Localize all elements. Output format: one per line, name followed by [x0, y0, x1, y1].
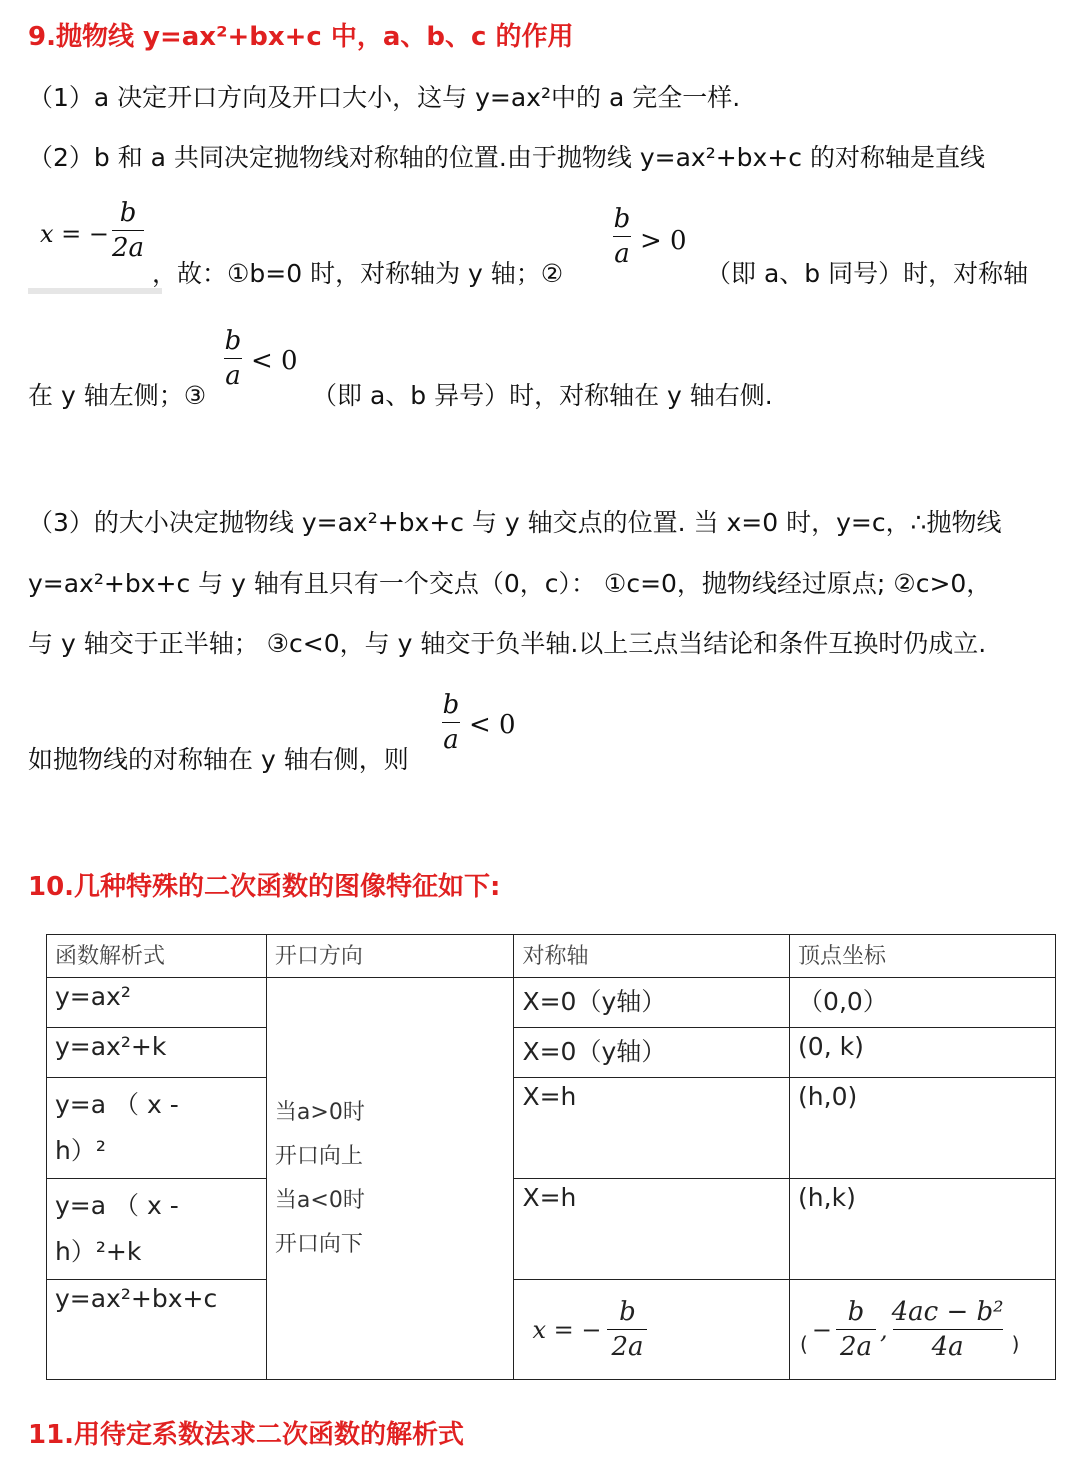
quadratic-features-table [46, 934, 1056, 1380]
fraction-bar [607, 1329, 647, 1330]
section-10-title: 10.几种特殊的二次函数的图像特征如下: [28, 872, 501, 902]
vertex-close-paren: ) [1011, 1332, 1020, 1356]
fraction-denominator: 4a [931, 1332, 964, 1362]
axis-formula-prefix: x = − [40, 220, 110, 248]
fraction-numerator: 4ac − b² [891, 1297, 1004, 1327]
section-9-title: 9.抛物线 y=ax²+bx+c 中，a、b、c 的作用 [28, 22, 574, 52]
fraction-bar [112, 230, 144, 231]
fraction-bar [613, 236, 631, 237]
cell-axis: X=0（y轴） [514, 1028, 790, 1078]
ratio-numerator: b [442, 690, 460, 720]
paragraph-4: 如抛物线的对称轴在 y 轴右侧，则 [28, 745, 409, 774]
paragraph-2b-mid: ，故：①b=0 时，对称轴为 y 轴；② [152, 259, 564, 288]
fraction-bar [442, 722, 460, 723]
fraction-denominator: 2a [839, 1332, 872, 1362]
table-row [47, 1078, 1056, 1179]
fraction-numerator: b [847, 1297, 865, 1327]
paragraph-2c-pre: 在 y 轴左侧；③ [28, 381, 207, 410]
cell-expression [47, 1078, 267, 1179]
paragraph-2a: （2）b 和 a 共同决定抛物线对称轴的位置.由于抛物线 y=ax²+bx+c 的对称轴是直线 [28, 143, 985, 172]
table-header-row [47, 935, 1056, 978]
cell-vertex-formula [790, 1280, 1056, 1380]
cell-expression: y=ax²+bx+c [47, 1280, 267, 1380]
table-row [47, 1028, 1056, 1078]
vertex-minus: − [811, 1315, 832, 1344]
axis-formula-fraction [112, 198, 144, 263]
paragraph-3c: 与 y 轴交于正半轴； ③c<0，与 y 轴交于负半轴.以上三点当结论和条件互换时仍成立. [28, 629, 987, 658]
direction-line-3: 当a<0时 [274, 1187, 365, 1213]
fraction-denominator: 2a [112, 233, 145, 263]
header-direction: 开口方向 [266, 935, 514, 978]
less-than-zero: < 0 [251, 346, 298, 376]
cell-vertex: (h,k) [790, 1179, 1056, 1280]
ratio-b-over-a-2 [224, 326, 242, 391]
direction-line-4: 开口向下 [274, 1231, 363, 1257]
ratio-denominator: a [614, 239, 630, 269]
header-expression: 函数解析式 [47, 935, 267, 978]
cell-axis: X=h [514, 1179, 790, 1280]
less-than-zero-2: < 0 [469, 710, 516, 740]
vertex-comma: , [879, 1315, 888, 1344]
paragraph-3a: （3）的大小决定抛物线 y=ax²+bx+c 与 y 轴交点的位置. 当 x=0 时，y=c，∴抛物线 [28, 508, 1002, 537]
ratio-numerator: b [613, 204, 631, 234]
paragraph-1: （1）a 决定开口方向及开口大小，这与 y=ax²中的 a 完全一样. [28, 83, 741, 112]
direction-line-1: 当a>0时 [274, 1099, 365, 1125]
ratio-b-over-a-1 [613, 204, 631, 269]
fraction-denominator: 2a [611, 1332, 644, 1362]
ratio-denominator: a [443, 725, 459, 755]
fraction-numerator: b [119, 198, 137, 228]
axis-formula-prefix: x = − [532, 1315, 602, 1344]
cell-vertex: （0,0） [790, 978, 1056, 1028]
cell-axis-formula [514, 1280, 790, 1380]
cell-vertex: (h,0) [790, 1078, 1056, 1179]
direction-line-2: 开口向上 [274, 1143, 363, 1169]
cell-expression [47, 1179, 267, 1280]
table-row [47, 1179, 1056, 1280]
axis-formula-box [28, 196, 162, 294]
ratio-b-over-a-3 [442, 690, 460, 755]
axis-formula-fraction [607, 1297, 647, 1362]
vertex-y-fraction [892, 1297, 1004, 1362]
fraction-bar [893, 1329, 1003, 1330]
ratio-denominator: a [225, 361, 241, 391]
greater-than-zero: > 0 [640, 226, 687, 256]
fraction-bar [224, 358, 242, 359]
expression-line-2: h）² [55, 1136, 106, 1165]
table-row [47, 1280, 1056, 1380]
paragraph-2c-post: （即 a、b 异号）时，对称轴在 y 轴右侧. [312, 381, 773, 410]
cell-axis: X=0（y轴） [514, 978, 790, 1028]
expression-line-1: y=a （ x - [55, 1090, 179, 1119]
paragraph-2b-post: （即 a、b 同号）时，对称轴 [706, 259, 1029, 288]
cell-vertex: (0, k) [790, 1028, 1056, 1078]
table-row [47, 978, 1056, 1028]
header-vertex: 顶点坐标 [790, 935, 1056, 978]
vertex-x-fraction [836, 1297, 876, 1362]
cell-expression: y=ax² [47, 978, 267, 1028]
expression-line-2: h）²+k [55, 1237, 142, 1266]
paragraph-3b: y=ax²+bx+c 与 y 轴有且只有一个交点（0，c）： ①c=0，抛物线经过原点; ②c>0， [28, 569, 992, 598]
cell-axis: X=h [514, 1078, 790, 1179]
cell-direction-merged [266, 978, 514, 1380]
vertex-open-paren: ( [800, 1332, 808, 1356]
expression-line-1: y=a （ x - [55, 1191, 179, 1220]
cell-expression: y=ax²+k [47, 1028, 267, 1078]
header-axis: 对称轴 [514, 935, 790, 978]
ratio-numerator: b [224, 326, 242, 356]
fraction-bar [836, 1329, 876, 1330]
section-11-title: 11.用待定系数法求二次函数的解析式 [28, 1420, 465, 1450]
fraction-numerator: b [619, 1297, 636, 1327]
